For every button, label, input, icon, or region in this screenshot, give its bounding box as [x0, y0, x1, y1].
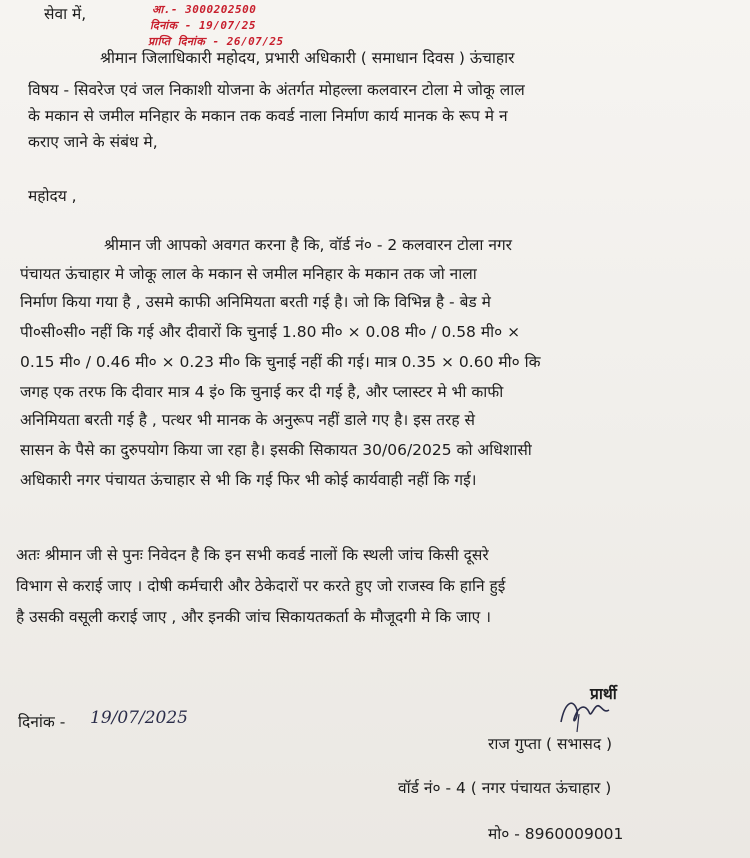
body-line-4: पी०सी०सी० नहीं कि गई और दीवारों कि चुनाई 1.80 मी० × 0.08 मी० / 0.58 मी० ×: [20, 323, 521, 341]
sender-mobile: मो० - 8960009001: [488, 825, 624, 843]
body-line-5: 0.15 मी० / 0.46 मी० × 0.23 मी० कि चुनाई नहीं की गई। मात्र 0.35 × 0.60 मी० कि: [20, 353, 541, 371]
body-line-7: अनिमियता बरती गई है , पत्थर भी मानक के अनुरूप नहीं डाले गए है। इस तरह से: [20, 411, 476, 429]
handwritten-date: 19/07/2025: [90, 708, 188, 728]
date-label: दिनांक -: [18, 713, 66, 731]
signature: [555, 692, 615, 736]
body-line-6: जगह एक तरफ कि दीवार मात्र 4 इं० कि चुनाई कर दी गई है, और प्लास्टर मे भी काफी: [20, 383, 504, 401]
sender-name: राज गुप्ता ( सभासद ): [488, 735, 613, 753]
sender-ward: वॉर्ड नं० - 4 ( नगर पंचायत ऊंचाहार ): [398, 779, 612, 797]
request-line-3: है उसकी वसूली कराई जाए , और इनकी जांच सिकायतकर्ता के मौजूदगी मे कि जाए ।: [16, 608, 492, 626]
subject-line-3: कराए जाने के संबंध मे,: [28, 133, 158, 151]
request-line-2: विभाग से कराई जाए । दोषी कर्मचारी और ठेकेदारों पर करते हुए जो राजस्व कि हानि हुई: [16, 577, 506, 595]
body-line-3: निर्माण किया गया है , उसमे काफी अनिमियता बरती गई है। जो कि विभिन्न है - बेड मे: [20, 293, 491, 311]
closing: प्रार्थी: [590, 685, 617, 703]
body-line-9: अधिकारी नगर पंचायत ऊंचाहार से भी कि गई फिर भी कोई कार्यवाही नहीं कि गई।: [20, 471, 477, 489]
body-line-2: पंचायत ऊंचाहार मे जोकू लाल के मकान से जमील मनिहार के मकान तक जो नाला: [20, 265, 477, 283]
body-line-1: श्रीमान जी आपको अवगत करना है कि, वॉर्ड नं० - 2 कलवारन टोला नगर: [104, 236, 513, 254]
subject-line-1: विषय - सिवरेज एवं जल निकाशी योजना के अंतर्गत मोहल्ला कलवारन टोला मे जोकू लाल: [28, 81, 525, 99]
stamp-line-3: प्राप्ति दिनांक - 26/07/25: [148, 35, 284, 48]
greeting: महोदय ,: [28, 187, 77, 205]
addressee: श्रीमान जिलाधिकारी महोदय, प्रभारी अधिकारी ( समाधान दिवस ) ऊंचाहार: [100, 49, 515, 67]
subject-line-2: के मकान से जमील मनिहार के मकान तक कवर्ड नाला निर्माण कार्य मानक के रूप मे न: [28, 107, 508, 125]
stamp-line-2: दिनांक - 19/07/25: [150, 19, 256, 32]
request-line-1: अतः श्रीमान जी से पुनः निवेदन है कि इन सभी कवर्ड नालों कि स्थली जांच किसी दूसरे: [16, 546, 489, 564]
stamp-line-1: आ.- 3000202500: [152, 3, 257, 16]
salutation-to: सेवा में,: [44, 5, 87, 23]
body-line-8: सासन के पैसे का दुरुपयोग किया जा रहा है। इसकी सिकायत 30/06/2025 को अधिशासी: [20, 441, 532, 459]
